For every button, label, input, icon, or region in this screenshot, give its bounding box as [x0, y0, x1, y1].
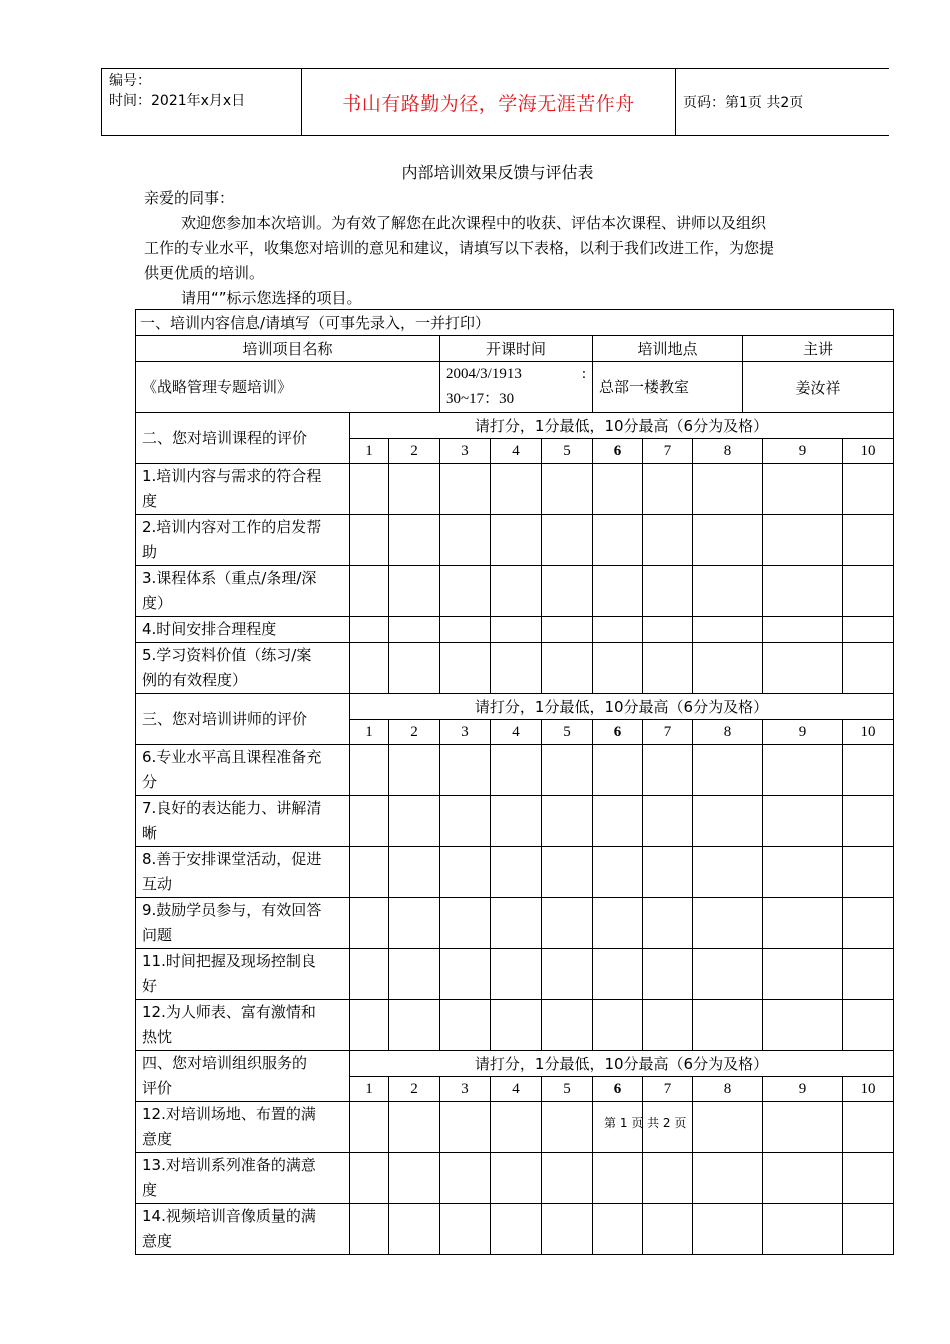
score-cell-2[interactable]: [389, 515, 440, 566]
score-header-8: 8: [693, 720, 763, 745]
score-cell-8[interactable]: [693, 464, 763, 515]
score-cell-2[interactable]: [389, 898, 440, 949]
score-cell-10[interactable]: [843, 847, 894, 898]
score-cell-4[interactable]: [491, 643, 542, 694]
score-cell-5[interactable]: [542, 898, 593, 949]
score-cell-9[interactable]: [763, 1000, 843, 1051]
score-header-3: 3: [440, 720, 491, 745]
rating-item-label-line: 1.培训内容与需求的符合程: [142, 467, 322, 485]
score-cell-7[interactable]: [643, 464, 693, 515]
scale-instruction: 请打分，1分最低，10分最高（6分为及格）: [350, 694, 894, 720]
rating-item-label-line: 分: [142, 773, 158, 791]
rating-item-label-line: 互动: [142, 875, 173, 893]
col-time-header: 开课时间: [440, 336, 593, 362]
score-cell-6[interactable]: [593, 796, 643, 847]
header-motto: 书山有路勤为径，学海无涯苦作舟: [342, 93, 635, 115]
training-lecturer: 姜汝祥: [743, 362, 894, 413]
score-cell-8[interactable]: [693, 847, 763, 898]
score-cell-4[interactable]: [491, 617, 542, 643]
col-name-header: 培训项目名称: [136, 336, 440, 362]
score-cell-7[interactable]: [643, 566, 693, 617]
rating-item-label: [136, 515, 350, 566]
score-cell-9[interactable]: [763, 898, 843, 949]
rating-item-label-line: 4.时间安排合理程度: [142, 620, 277, 638]
rating-item-label: [136, 464, 350, 515]
score-cell-8[interactable]: [693, 796, 763, 847]
score-header-5: 5: [542, 439, 593, 464]
rating-item-label-line: 助: [142, 543, 158, 561]
score-header-9: 9: [763, 1077, 843, 1102]
score-cell-3[interactable]: [440, 898, 491, 949]
greeting: 亲爱的同事：: [144, 189, 235, 207]
document-title: 内部培训效果反馈与评估表: [401, 163, 594, 182]
score-cell-1[interactable]: [350, 1153, 389, 1204]
rating-item-label-line: 3.课程体系（重点/条理/深: [142, 569, 317, 587]
section-title-line: 评价: [142, 1079, 173, 1097]
score-cell-3[interactable]: [440, 617, 491, 643]
score-cell-1[interactable]: [350, 464, 389, 515]
section2-course-rating: [136, 413, 894, 694]
score-cell-1[interactable]: [350, 1000, 389, 1051]
score-cell-5[interactable]: [542, 464, 593, 515]
rating-item-label-line: 9.鼓励学员参与，有效回答: [142, 901, 322, 919]
score-cell-4[interactable]: [491, 566, 542, 617]
score-cell-2[interactable]: [389, 949, 440, 1000]
page-footer-note: 第 1 页 共 2 页: [604, 1116, 687, 1130]
score-cell-4[interactable]: [491, 1000, 542, 1051]
score-cell-7[interactable]: [643, 643, 693, 694]
score-header-7: 7: [643, 439, 693, 464]
time-line-2: 30~17：30: [446, 391, 515, 407]
score-cell-10[interactable]: [843, 1102, 894, 1153]
score-cell-3[interactable]: [440, 847, 491, 898]
training-time: [440, 362, 593, 413]
training-place: 总部一楼教室: [593, 362, 743, 413]
section3-title: 三、您对培训讲师的评价: [136, 694, 350, 745]
col-place-header: 培训地点: [593, 336, 743, 362]
score-cell-10[interactable]: [843, 1204, 894, 1255]
score-header-1: 1: [350, 720, 389, 745]
score-cell-7[interactable]: [643, 1204, 693, 1255]
page-header: [101, 68, 889, 136]
score-cell-8[interactable]: [693, 745, 763, 796]
score-cell-9[interactable]: [763, 847, 843, 898]
score-cell-5[interactable]: [542, 566, 593, 617]
time-line-1: 2004/3/1913: [446, 366, 522, 382]
score-cell-10[interactable]: [843, 515, 894, 566]
header-meta: [109, 71, 245, 111]
score-cell-6[interactable]: [593, 515, 643, 566]
intro-line-3: 供更优质的培训。: [144, 264, 265, 282]
rating-item-label: [136, 643, 350, 694]
score-cell-1[interactable]: [350, 745, 389, 796]
section3-lecturer-rating: [136, 694, 894, 1051]
score-cell-10[interactable]: [843, 643, 894, 694]
score-cell-8[interactable]: [693, 643, 763, 694]
score-cell-7[interactable]: [643, 515, 693, 566]
score-header-7: 7: [643, 720, 693, 745]
score-header-4: 4: [491, 439, 542, 464]
rating-item-label: [136, 617, 350, 643]
score-cell-9[interactable]: [763, 796, 843, 847]
score-cell-2[interactable]: [389, 643, 440, 694]
code-label: 编号：: [109, 73, 151, 89]
rating-item-label-line: 热忱: [142, 1028, 173, 1046]
score-cell-5[interactable]: [542, 1102, 593, 1153]
rating-item-label-line: 12.对培训场地、布置的满: [142, 1105, 316, 1123]
rating-item-label-line: 问题: [142, 926, 173, 944]
rating-item-label-line: 14.视频培训音像质量的满: [142, 1207, 316, 1225]
time-label: 时间：2021年x月x日: [109, 93, 246, 109]
score-cell-4[interactable]: [491, 1153, 542, 1204]
time-colon: :: [581, 366, 586, 382]
score-cell-5[interactable]: [542, 1204, 593, 1255]
score-cell-7[interactable]: [643, 745, 693, 796]
training-name: 《战略管理专题培训》: [136, 362, 440, 413]
score-cell-3[interactable]: [440, 515, 491, 566]
score-cell-1[interactable]: [350, 566, 389, 617]
score-header-9: 9: [763, 439, 843, 464]
score-cell-6[interactable]: [593, 464, 643, 515]
scale-instruction: 请打分，1分最低，10分最高（6分为及格）: [350, 413, 894, 439]
score-cell-10[interactable]: [843, 898, 894, 949]
score-cell-3[interactable]: [440, 1102, 491, 1153]
score-cell-2[interactable]: [389, 617, 440, 643]
score-cell-9[interactable]: [763, 515, 843, 566]
score-cell-5[interactable]: [542, 1153, 593, 1204]
score-cell-8[interactable]: [693, 949, 763, 1000]
rating-item-label-line: 意度: [142, 1130, 173, 1148]
score-cell-9[interactable]: [763, 617, 843, 643]
score-cell-8[interactable]: [693, 566, 763, 617]
score-cell-5[interactable]: [542, 796, 593, 847]
score-cell-2[interactable]: [389, 745, 440, 796]
score-cell-5[interactable]: [542, 515, 593, 566]
header-page-info: 页码：第1页 共2页: [683, 95, 804, 111]
score-cell-2[interactable]: [389, 1204, 440, 1255]
score-cell-10[interactable]: [843, 1000, 894, 1051]
instruction: 请用“”标示您选择的项目。: [181, 289, 362, 307]
score-cell-3[interactable]: [440, 949, 491, 1000]
score-cell-10[interactable]: [843, 949, 894, 1000]
score-cell-5[interactable]: [542, 847, 593, 898]
rating-item-label-line: 13.对培训系列准备的满意: [142, 1156, 316, 1174]
score-cell-8[interactable]: [693, 515, 763, 566]
score-cell-2[interactable]: [389, 1102, 440, 1153]
section4-title: [136, 1051, 350, 1102]
score-cell-2[interactable]: [389, 796, 440, 847]
score-header-2: 2: [389, 720, 440, 745]
score-cell-7[interactable]: [643, 1153, 693, 1204]
score-header-5: 5: [542, 720, 593, 745]
score-cell-3[interactable]: [440, 796, 491, 847]
score-cell-2[interactable]: [389, 566, 440, 617]
rating-item-label-line: 12.为人师表、富有激情和: [142, 1003, 316, 1021]
score-cell-6[interactable]: [593, 1204, 643, 1255]
score-cell-4[interactable]: [491, 515, 542, 566]
score-cell-1[interactable]: [350, 949, 389, 1000]
score-cell-2[interactable]: [389, 1153, 440, 1204]
score-header-8: 8: [693, 439, 763, 464]
score-cell-6[interactable]: [593, 1000, 643, 1051]
rating-item-label: [136, 1153, 350, 1204]
score-cell-1[interactable]: [350, 847, 389, 898]
score-cell-5[interactable]: [542, 643, 593, 694]
score-cell-5[interactable]: [542, 1000, 593, 1051]
score-header-7: 7: [643, 1077, 693, 1102]
score-cell-8[interactable]: [693, 1102, 763, 1153]
score-cell-6[interactable]: [593, 745, 643, 796]
intro-line-1: 欢迎您参加本次培训。为有效了解您在此次课程中的收获、评估本次课程、讲师以及组织: [181, 214, 767, 232]
rating-item-label: [136, 847, 350, 898]
score-header-6: 6: [593, 720, 643, 745]
score-cell-9[interactable]: [763, 1102, 843, 1153]
rating-item-label-line: 8.善于安排课堂活动，促进: [142, 850, 322, 868]
rating-item-label-line: 11.时间把握及现场控制良: [142, 952, 316, 970]
score-cell-7[interactable]: [643, 796, 693, 847]
score-cell-7[interactable]: [643, 949, 693, 1000]
score-header-10: 10: [843, 439, 894, 464]
score-header-2: 2: [389, 1077, 440, 1102]
score-header-9: 9: [763, 720, 843, 745]
score-header-4: 4: [491, 1077, 542, 1102]
scale-instruction: 请打分，1分最低，10分最高（6分为及格）: [350, 1051, 894, 1077]
score-cell-10[interactable]: [843, 566, 894, 617]
score-cell-1[interactable]: [350, 643, 389, 694]
score-header-10: 10: [843, 1077, 894, 1102]
rating-item-label-line: 6.专业水平高且课程准备充: [142, 748, 322, 766]
score-cell-9[interactable]: [763, 745, 843, 796]
feedback-form-table: [135, 309, 894, 1255]
section2-title: 二、您对培训课程的评价: [136, 413, 350, 464]
score-cell-1[interactable]: [350, 796, 389, 847]
score-cell-9[interactable]: [763, 566, 843, 617]
score-cell-8[interactable]: [693, 1204, 763, 1255]
score-header-1: 1: [350, 439, 389, 464]
rating-item-label: [136, 1102, 350, 1153]
score-cell-8[interactable]: [693, 1153, 763, 1204]
score-cell-2[interactable]: [389, 847, 440, 898]
score-cell-7[interactable]: [643, 1000, 693, 1051]
score-cell-6[interactable]: [593, 566, 643, 617]
score-cell-5[interactable]: [542, 617, 593, 643]
score-cell-4[interactable]: [491, 949, 542, 1000]
score-cell-7[interactable]: [643, 847, 693, 898]
rating-item-label: [136, 949, 350, 1000]
rating-item-label: [136, 898, 350, 949]
col-lecturer-header: 主讲: [743, 336, 894, 362]
score-cell-3[interactable]: [440, 1153, 491, 1204]
intro-line-2: 工作的专业水平，收集您对培训的意见和建议，请填写以下表格，以利于我们改进工作，为您提: [144, 239, 775, 257]
score-cell-9[interactable]: [763, 949, 843, 1000]
score-cell-1[interactable]: [350, 898, 389, 949]
score-cell-3[interactable]: [440, 1204, 491, 1255]
score-cell-6[interactable]: [593, 949, 643, 1000]
score-cell-4[interactable]: [491, 1102, 542, 1153]
score-cell-4[interactable]: [491, 464, 542, 515]
score-cell-2[interactable]: [389, 1000, 440, 1051]
score-cell-7[interactable]: [643, 898, 693, 949]
rating-item-label: [136, 1000, 350, 1051]
score-header-6: 6: [593, 1077, 643, 1102]
score-header-3: 3: [440, 439, 491, 464]
score-cell-6[interactable]: [593, 847, 643, 898]
score-cell-1[interactable]: [350, 1102, 389, 1153]
score-header-1: 1: [350, 1077, 389, 1102]
score-cell-8[interactable]: [693, 898, 763, 949]
rating-item-label-line: 度: [142, 492, 158, 510]
section-title-line: 四、您对培训组织服务的: [142, 1054, 308, 1072]
score-cell-10[interactable]: [843, 464, 894, 515]
rating-item-label: [136, 796, 350, 847]
rating-item-label-line: 好: [142, 977, 158, 995]
score-cell-3[interactable]: [440, 745, 491, 796]
rating-item-label: [136, 1204, 350, 1255]
score-cell-3[interactable]: [440, 464, 491, 515]
score-cell-2[interactable]: [389, 464, 440, 515]
score-cell-8[interactable]: [693, 1000, 763, 1051]
score-cell-3[interactable]: [440, 643, 491, 694]
score-cell-6[interactable]: [593, 617, 643, 643]
section4-service-rating: [136, 1051, 894, 1255]
score-cell-9[interactable]: [763, 464, 843, 515]
score-cell-9[interactable]: [763, 1204, 843, 1255]
score-cell-1[interactable]: [350, 1204, 389, 1255]
rating-item-label-line: 5.学习资料价值（练习/案: [142, 646, 312, 664]
section1-title: 一、培训内容信息/请填写（可事先录入，一并打印）: [136, 310, 894, 336]
score-header-8: 8: [693, 1077, 763, 1102]
rating-item-label: [136, 566, 350, 617]
score-cell-10[interactable]: [843, 617, 894, 643]
rating-item-label-line: 度）: [142, 594, 173, 612]
rating-item-label-line: 2.培训内容对工作的启发帮: [142, 518, 322, 536]
rating-item-label: [136, 745, 350, 796]
score-cell-3[interactable]: [440, 1000, 491, 1051]
score-cell-10[interactable]: [843, 745, 894, 796]
rating-item-label-line: 7.良好的表达能力、讲解清: [142, 799, 322, 817]
score-cell-8[interactable]: [693, 617, 763, 643]
score-header-10: 10: [843, 720, 894, 745]
score-cell-4[interactable]: [491, 847, 542, 898]
score-cell-6[interactable]: [593, 1153, 643, 1204]
score-cell-5[interactable]: [542, 949, 593, 1000]
rating-item-label-line: 度: [142, 1181, 158, 1199]
score-header-2: 2: [389, 439, 440, 464]
score-header-3: 3: [440, 1077, 491, 1102]
score-header-5: 5: [542, 1077, 593, 1102]
rating-item-label-line: 意度: [142, 1232, 173, 1250]
score-cell-7[interactable]: [643, 617, 693, 643]
score-cell-10[interactable]: [843, 1153, 894, 1204]
score-cell-10[interactable]: [843, 796, 894, 847]
score-header-6: 6: [593, 439, 643, 464]
score-cell-4[interactable]: [491, 898, 542, 949]
score-cell-9[interactable]: [763, 1153, 843, 1204]
score-cell-9[interactable]: [763, 643, 843, 694]
score-header-4: 4: [491, 720, 542, 745]
score-cell-1[interactable]: [350, 617, 389, 643]
rating-item-label-line: 晰: [142, 824, 158, 842]
score-cell-4[interactable]: [491, 745, 542, 796]
score-cell-6[interactable]: [593, 898, 643, 949]
score-cell-3[interactable]: [440, 566, 491, 617]
score-cell-6[interactable]: [593, 643, 643, 694]
score-cell-4[interactable]: [491, 1204, 542, 1255]
score-cell-5[interactable]: [542, 745, 593, 796]
score-cell-4[interactable]: [491, 796, 542, 847]
rating-item-label-line: 例的有效程度）: [142, 671, 248, 689]
score-cell-1[interactable]: [350, 515, 389, 566]
